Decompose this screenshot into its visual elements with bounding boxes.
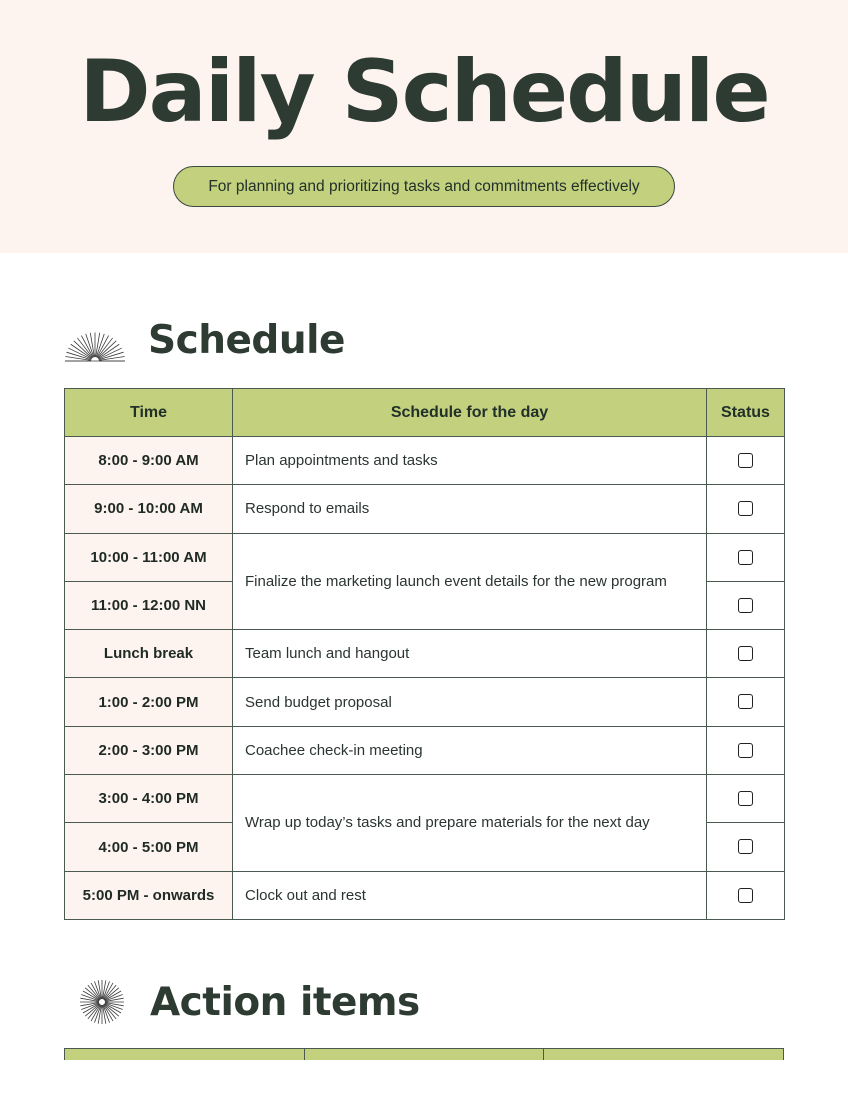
status-checkbox[interactable] — [738, 598, 753, 613]
status-cell — [707, 437, 785, 485]
table-row — [65, 437, 785, 485]
table-row — [65, 678, 785, 726]
task-cell: Plan appointments and tasks — [233, 437, 707, 485]
status-cell — [707, 871, 785, 919]
task-cell: Clock out and rest — [233, 871, 707, 919]
time-cell: Lunch break — [65, 630, 233, 678]
sunburst-half-icon — [64, 326, 126, 362]
table-row — [65, 775, 785, 823]
sunburst-full-icon — [78, 978, 126, 1026]
schedule-header-row — [65, 389, 785, 437]
action-items-section-title: Action items — [150, 979, 420, 1025]
status-checkbox[interactable] — [738, 888, 753, 903]
table-row — [65, 871, 785, 919]
task-cell: Coachee check-in meeting — [233, 726, 707, 774]
status-checkbox[interactable] — [738, 694, 753, 709]
action-column-header — [305, 1049, 545, 1060]
table-row — [65, 726, 785, 774]
schedule-section-title: Schedule — [148, 318, 345, 363]
status-checkbox[interactable] — [738, 550, 753, 565]
table-row — [65, 533, 785, 581]
time-cell: 11:00 - 12:00 NN — [65, 581, 233, 629]
schedule-table — [64, 388, 785, 920]
column-header-time: Time — [65, 389, 233, 437]
status-cell — [707, 678, 785, 726]
action-column-header — [65, 1049, 305, 1060]
time-cell: 8:00 - 9:00 AM — [65, 437, 233, 485]
time-cell: 1:00 - 2:00 PM — [65, 678, 233, 726]
page-title: Daily Schedule — [79, 42, 769, 142]
time-cell: 9:00 - 10:00 AM — [65, 485, 233, 533]
action-column-header — [544, 1049, 783, 1060]
task-cell: Wrap up today’s tasks and prepare materials for the next day — [233, 775, 707, 872]
table-row — [65, 630, 785, 678]
task-cell: Finalize the marketing launch event details for the new program — [233, 533, 707, 630]
action-items-section-heading — [64, 978, 420, 1026]
time-cell: 2:00 - 3:00 PM — [65, 726, 233, 774]
subtitle-pill: For planning and prioritizing tasks and commitments effectively — [173, 166, 675, 207]
table-row — [65, 485, 785, 533]
status-checkbox[interactable] — [738, 839, 753, 854]
status-cell — [707, 581, 785, 629]
time-cell: 10:00 - 11:00 AM — [65, 533, 233, 581]
status-checkbox[interactable] — [738, 646, 753, 661]
time-cell: 5:00 PM - onwards — [65, 871, 233, 919]
status-checkbox[interactable] — [738, 791, 753, 806]
status-checkbox[interactable] — [738, 743, 753, 758]
task-cell: Send budget proposal — [233, 678, 707, 726]
status-cell — [707, 775, 785, 823]
task-cell: Respond to emails — [233, 485, 707, 533]
status-cell — [707, 533, 785, 581]
time-cell: 3:00 - 4:00 PM — [65, 775, 233, 823]
schedule-section-heading — [64, 318, 345, 363]
time-cell: 4:00 - 5:00 PM — [65, 823, 233, 871]
status-cell — [707, 485, 785, 533]
status-cell — [707, 630, 785, 678]
status-checkbox[interactable] — [738, 501, 753, 516]
action-items-table-header — [64, 1048, 784, 1060]
status-cell — [707, 823, 785, 871]
column-header-status: Status — [707, 389, 785, 437]
status-checkbox[interactable] — [738, 453, 753, 468]
header-banner — [0, 0, 848, 253]
status-cell — [707, 726, 785, 774]
column-header-schedule: Schedule for the day — [233, 389, 707, 437]
task-cell: Team lunch and hangout — [233, 630, 707, 678]
